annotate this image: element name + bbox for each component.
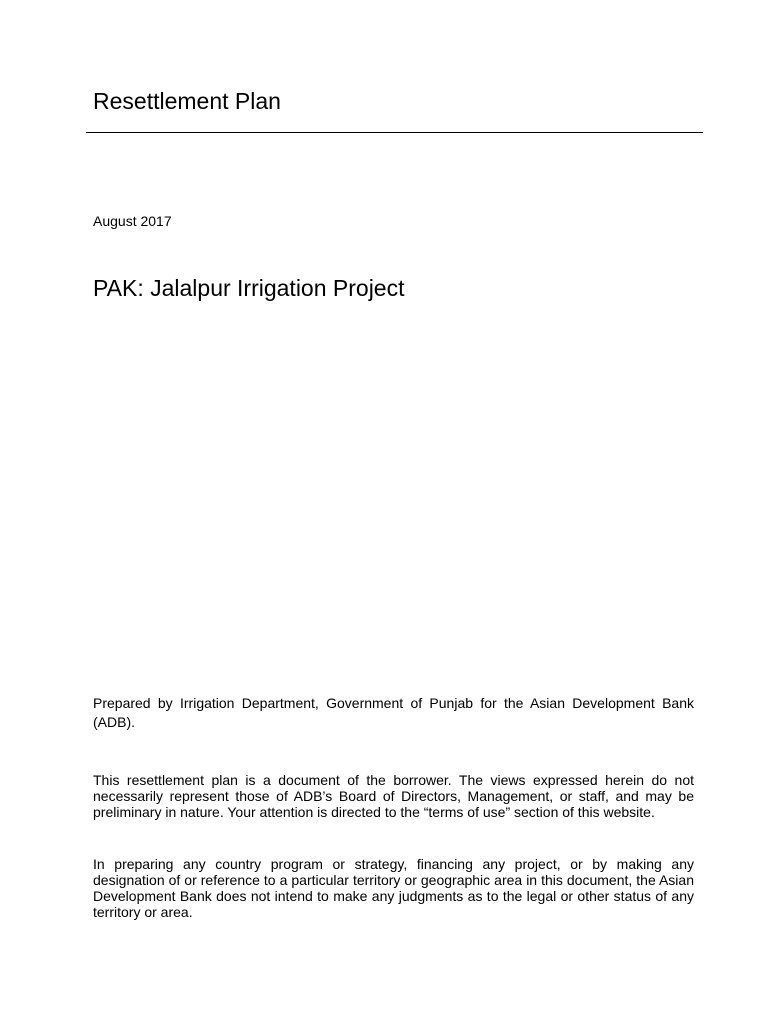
territory-disclaimer-paragraph: In preparing any country program or strategy, financing any project, or by making any designation of or reference to a particular territory or geographic area in this document, the Asian Development Bank does not intend to make any judgments as to the legal or other status of any territory or area. <box>93 856 694 920</box>
prepared-by-paragraph: Prepared by Irrigation Department, Government of Punjab for the Asian Development Bank (ADB). <box>93 695 694 730</box>
document-date: August 2017 <box>93 213 172 229</box>
header-divider <box>86 132 703 133</box>
borrower-notice-paragraph: This resettlement plan is a document of the borrower. The views expressed herein do not necessarily represent those of ADB’s Board of Directors, Management, or staff, and may be preliminary in nature. Your attention is directed to the “terms of use” section of this website. <box>93 772 694 820</box>
document-type-heading: Resettlement Plan <box>93 88 281 114</box>
project-title: PAK: Jalalpur Irrigation Project <box>93 275 405 301</box>
